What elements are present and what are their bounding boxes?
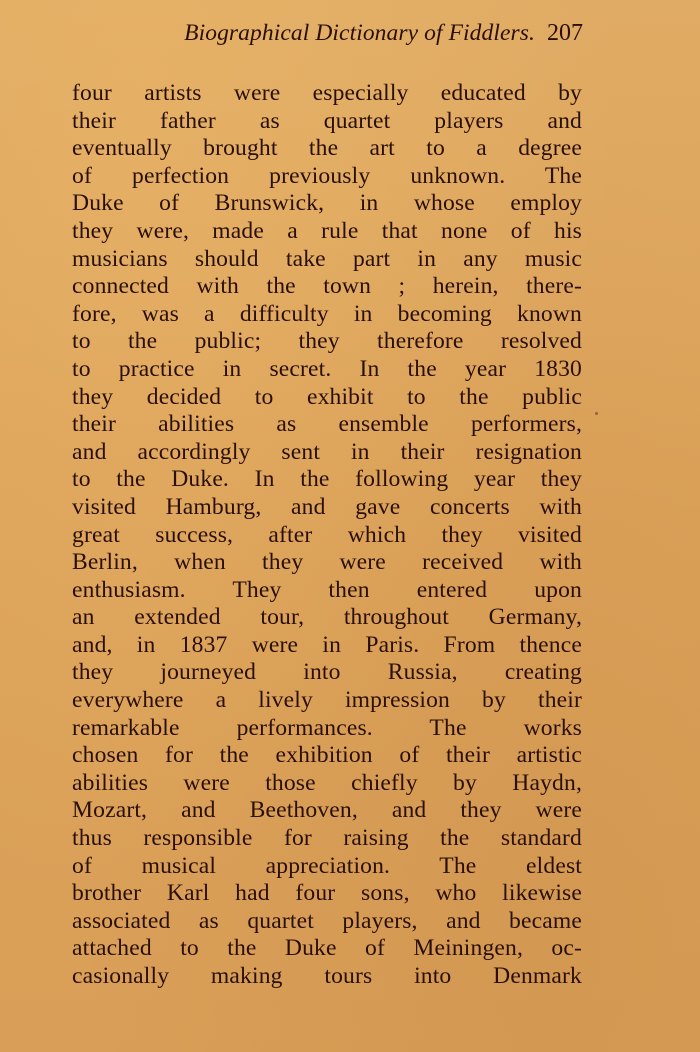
body-text: [72, 80, 582, 991]
text-line: brother Karl had four sons, who likewise: [72, 880, 582, 907]
text-line: to practice in secret. In the year 1830: [72, 355, 582, 382]
text-line: abilities were those chiefly by Haydn,: [72, 769, 582, 796]
text-line: of perfection previously unknown. The: [72, 162, 582, 189]
text-line: and, in 1837 were in Paris. From thence: [72, 631, 582, 658]
text-line: casionally making tours into Denmark: [72, 963, 582, 989]
text-line: they decided to exhibit to the public: [72, 383, 582, 410]
text-line: thus responsible for raising the standard: [72, 825, 582, 852]
text-line: eventually brought the art to a degree: [72, 135, 582, 162]
text-line: an extended tour, throughout Germany,: [72, 604, 582, 631]
text-line: remarkable performances. The works: [72, 714, 582, 741]
text-line: Duke of Brunswick, in whose employ: [72, 190, 582, 217]
text-line: attached to the Duke of Meiningen, oc-: [72, 935, 582, 962]
text-line: musicians should take part in any music: [72, 245, 582, 272]
text-line: visited Hamburg, and gave concerts with: [72, 493, 582, 520]
text-line: their father as quartet players and: [72, 107, 582, 134]
text-line: fore, was a difficulty in becoming known: [72, 300, 582, 327]
text-line: and accordingly sent in their resignation: [72, 438, 582, 465]
text-line: to the Duke. In the following year they: [72, 466, 582, 493]
paper-speck: [595, 412, 598, 415]
text-line: everywhere a lively impression by their: [72, 687, 582, 714]
text-line: Berlin, when they were received with: [72, 549, 582, 576]
text-line: chosen for the exhibition of their artistic: [72, 742, 582, 769]
running-title: Biographical Dictionary of Fiddlers.: [184, 20, 535, 46]
text-line: their abilities as ensemble performers,: [72, 411, 582, 438]
text-line: Mozart, and Beethoven, and they were: [72, 797, 582, 824]
text-line: connected with the town ; herein, there-: [72, 273, 582, 300]
text-line: associated as quartet players, and became: [72, 907, 582, 934]
text-line: to the public; they therefore resolved: [72, 328, 582, 355]
text-line: they journeyed into Russia, creating: [72, 659, 582, 686]
text-line: great success, after which they visited: [72, 521, 582, 548]
text-line: of musical appreciation. The eldest: [72, 852, 582, 879]
running-head: [72, 20, 583, 56]
text-line: four artists were especially educated by: [72, 80, 582, 106]
page-number: 207: [547, 20, 583, 46]
text-line: they were, made a rule that none of his: [72, 217, 582, 244]
text-line: enthusiasm. They then entered upon: [72, 576, 582, 603]
